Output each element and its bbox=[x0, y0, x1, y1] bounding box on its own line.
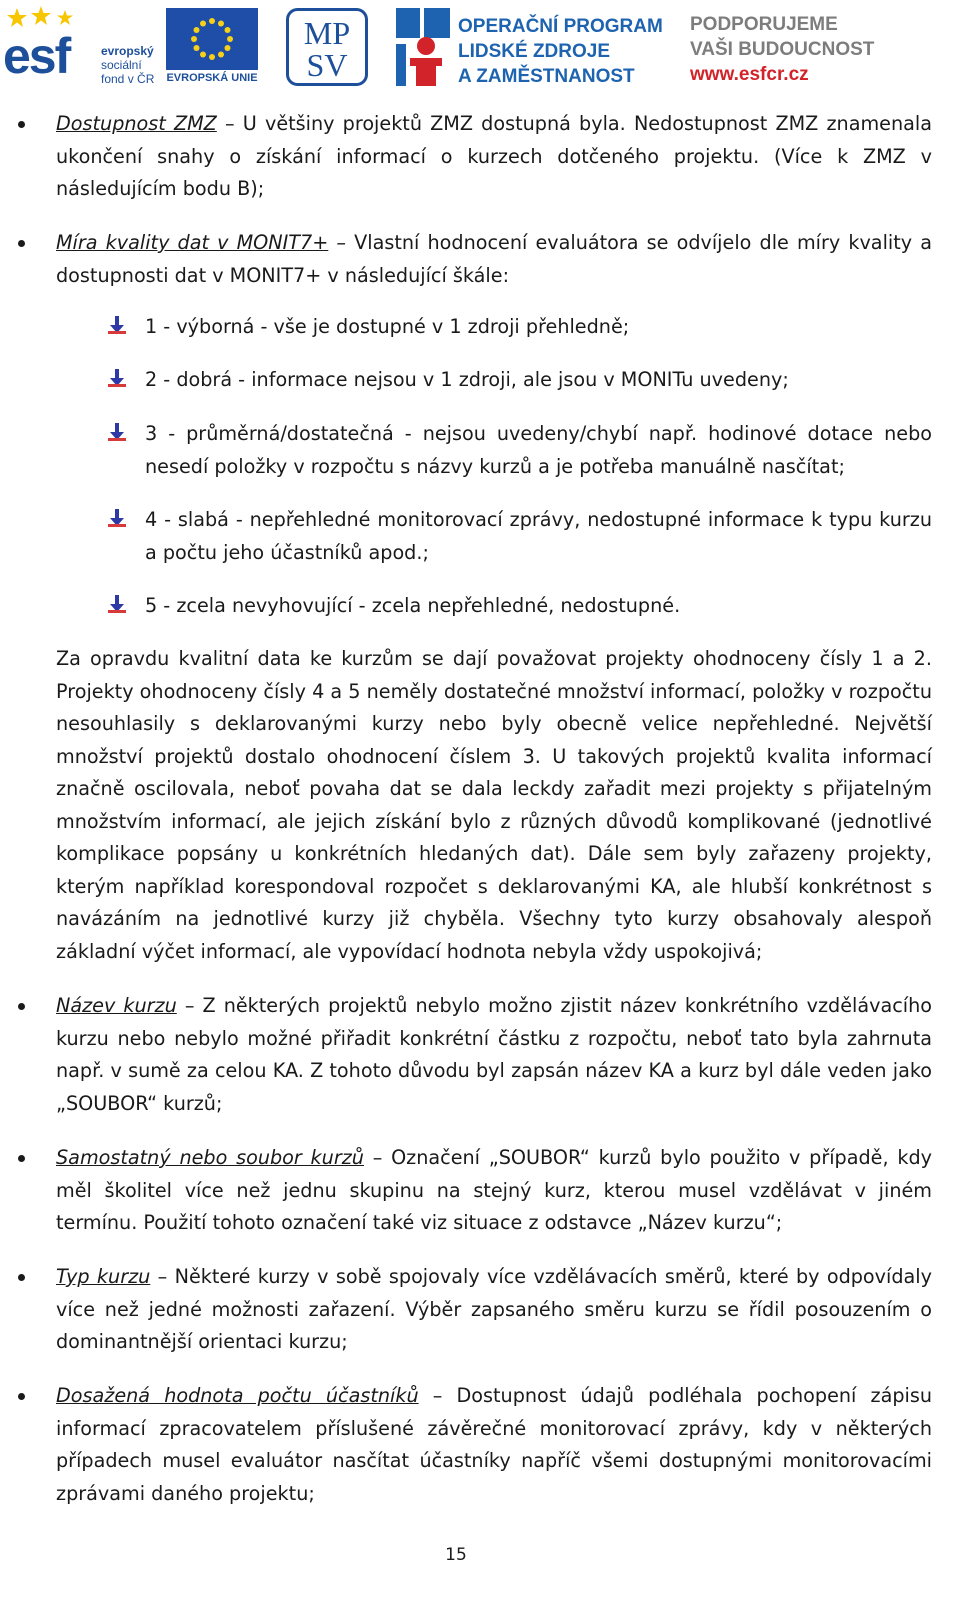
mpsv-top: MP bbox=[303, 15, 351, 51]
bullet-term: Dostupnost ZMZ bbox=[56, 112, 217, 135]
bullet-term: Míra kvality dat v MONIT7+ bbox=[56, 231, 329, 254]
bullet-text: – Z některých projektů nebylo možno zjistit název konkrétního vzdělávacího kurzu nebo nebylo možné přiřadit konkrétní částku z rozpočtu, neboť tato byla zahrnuta např. v sumě za celou KA. Z tohoto důvodu byl zapsán název KA a kurz byl dále veden jako „SOUBOR“ kurzů; bbox=[56, 994, 932, 1115]
eu-label: EVROPSKÁ UNIE bbox=[166, 72, 258, 84]
scale-item: 4 - slabá - nepřehledné monitorovací zprávy, nedostupné informace k typu kurzu a počtu jeho účastníků apod.; bbox=[145, 508, 932, 564]
arrow-bullet-icon bbox=[106, 367, 128, 389]
bullet-text: – Vlastní hodnocení evaluátora se odvíjelo dle míry kvality a dostupnosti dat v MONIT7+ v následující škále: bbox=[56, 231, 932, 287]
eu-logo bbox=[166, 8, 258, 86]
bullet-paragraph bbox=[56, 1142, 932, 1240]
scale-item: 1 - výborná - vše je dostupné v 1 zdroji přehledně; bbox=[145, 315, 630, 338]
arrow-bullet-icon bbox=[106, 593, 128, 615]
bullet-text: – Dostupnost údajů podléhala pochopení zápisu informací zpracovatelem příslušené závěrečné monitorovací zprávy, kdy v některých případech musel evaluátor nasčítat účastníky napříč všemi dostupnými monitorovacími zprávami daného projektu; bbox=[56, 1384, 932, 1505]
op-logo bbox=[396, 8, 666, 88]
op-caption: OPERAČNÍ PROGRAM LIDSKÉ ZDROJE A ZAMĚSTNANOST bbox=[458, 16, 663, 87]
esf-logo bbox=[3, 6, 161, 88]
bullet-term: Typ kurzu bbox=[56, 1265, 151, 1288]
page-number: 15 bbox=[445, 1545, 467, 1565]
support-caption: PODPORUJEME VAŠI BUDOUCNOST www.esfcr.cz bbox=[690, 12, 890, 87]
bullet-paragraph bbox=[56, 1261, 932, 1359]
bullet-dot-icon bbox=[18, 1274, 25, 1281]
bullet-text: – U většiny projektů ZMZ dostupná byla. Nedostupnost ZMZ znamenala ukončení snahy o získání informací o kurzech dotčeného projektu. (Více k ZMZ v následujícím bodu B); bbox=[56, 112, 932, 200]
bullet-paragraph bbox=[56, 108, 932, 206]
arrow-bullet-icon bbox=[106, 314, 128, 336]
bullet-dot-icon bbox=[18, 1393, 25, 1400]
arrow-bullet-icon bbox=[106, 507, 128, 529]
support-url: www.esfcr.cz bbox=[690, 64, 809, 85]
bullet-term: Dosažená hodnota počtu účastníků bbox=[56, 1384, 419, 1407]
bullet-term: Samostatný nebo soubor kurzů bbox=[56, 1146, 364, 1169]
esf-wordmark: esf bbox=[3, 28, 70, 84]
header-logos bbox=[0, 0, 960, 92]
bullet-term: Název kurzu bbox=[56, 994, 177, 1017]
bullet-dot-icon bbox=[18, 240, 25, 247]
bullet-paragraph bbox=[56, 227, 932, 292]
puzzle-person-icon bbox=[396, 8, 454, 86]
bullet-dot-icon bbox=[18, 1155, 25, 1162]
scale-item: 3 - průměrná/dostatečná - nejsou uvedeny/chybí např. hodinové dotace nebo nesedí položky v rozpočtu s názvy kurzů a je potřeba manuálně nasčítat; bbox=[145, 422, 932, 478]
bullet-paragraph bbox=[56, 990, 932, 1120]
mpsv-bottom: SV bbox=[306, 47, 348, 83]
quality-paragraph: Za opravdu kvalitní data ke kurzům se dají považovat projekty ohodnoceny čísly 1 a 2. Projekty ohodnoceny čísly 4 a 5 neměly dostatečné množství informací, položky v rozpočtu nesouhlasily s deklarovanými kurzy nebo byly obecně velice nepřehledné. Největší množství projektů dostalo ohodnocení číslem 3. U takových projektů kvalita informací značně oscilovala, neboť povaha dat se dala leckdy zařadit mezi projekty s přijatelným množstvím informací, ale jejich získání bylo z různých důvodů komplikované (jednotlivé komplikace popsány u konkrétních hledaných dat). Dále sem byly zařazeny projekty, kterým například korespondoval rozpočet s deklarovanými KA, ale hlubší konkrétnost s navázáním na jednotlivé kurzy již chyběla. Všechny tyto kurzy obsahovaly alespoň základní výčet informací, ale vypovídací hodnota nebyla vždy uspokojivá; bbox=[56, 647, 932, 963]
eu-flag-icon bbox=[166, 8, 258, 70]
support-logo bbox=[690, 12, 890, 88]
bullet-text: – Označení „SOUBOR“ kurzů bylo použito v případě, kdy měl školitel více než jednu skupinu na stejný kurz, kterou musel vzdělávat v jiném termínu. Použití tohoto označení také viz situace z odstavce „Název kurzu“; bbox=[56, 1146, 932, 1234]
esf-caption: evropský sociální fond v ČR bbox=[101, 44, 155, 86]
scale-item: 2 - dobrá - informace nejsou v 1 zdroji, ale jsou v MONITu uvedeny; bbox=[145, 368, 789, 391]
bullet-paragraph bbox=[56, 1380, 932, 1510]
bullet-dot-icon bbox=[18, 121, 25, 128]
bullet-text: – Některé kurzy v sobě spojovaly více vzdělávacích směrů, které by odpovídaly více než jedné možnosti zařazení. Výběr zapsaného směru kurzu se řídil posouzením o dominantnější orientaci kurzu; bbox=[56, 1265, 932, 1353]
scale-item: 5 - zcela nevyhovující - zcela nepřehledné, nedostupné. bbox=[145, 594, 681, 617]
bullet-dot-icon bbox=[18, 1003, 25, 1010]
mpsv-logo bbox=[286, 8, 368, 86]
arrow-bullet-icon bbox=[106, 421, 128, 443]
